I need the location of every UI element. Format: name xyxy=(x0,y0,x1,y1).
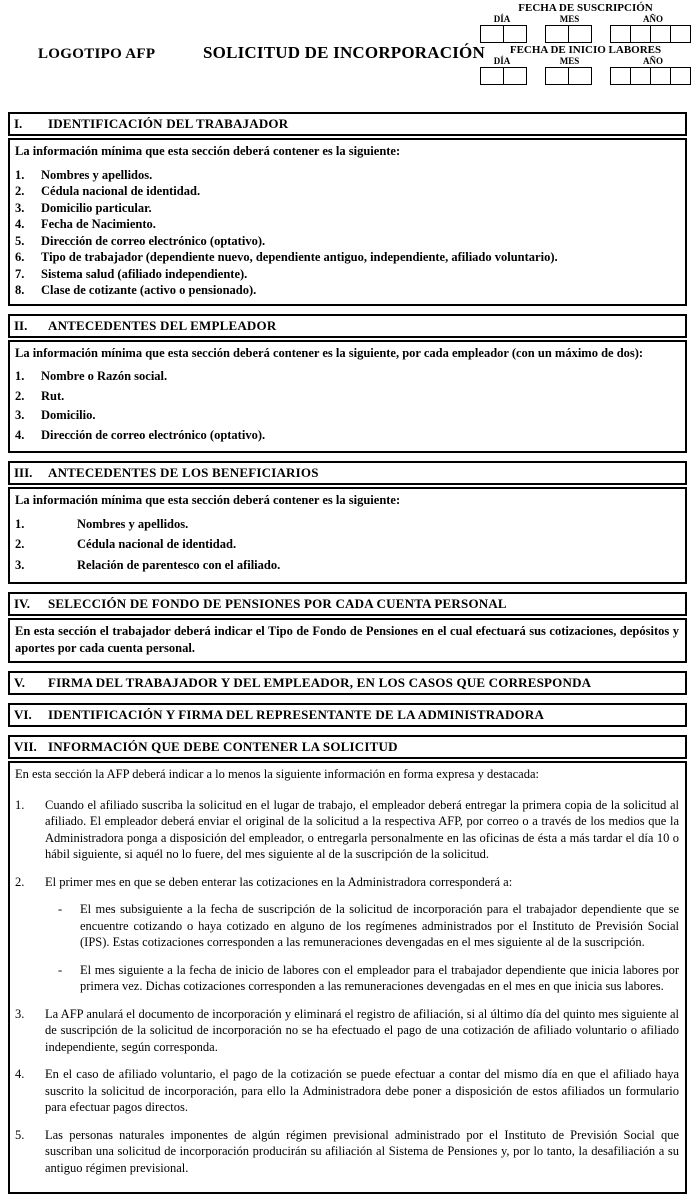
section-header xyxy=(8,592,687,616)
item-text: Cuando el afiliado suscriba la solicitud en el lugar de trabajo, el empleador deberá entregar la primera copia de la solicitud al afiliado. El empleador deberá enviar el original de la solicitud a la respectiva AFP, por correo o a través de los medios que la Administradora ponga a disposición del empleador, o entregarla personalmente en las oficinas de ésta a más tardar el día 10 o hábil siguiente, si aquél no lo fuere, del mes siguiente al de la suscripción de la solicitud. xyxy=(45,797,679,861)
date-field-cells xyxy=(545,25,592,43)
list-item xyxy=(15,1066,679,1116)
sub-list-item xyxy=(45,962,679,995)
item-text: Dirección de correo electrónico (optativo). xyxy=(41,233,266,248)
item-marker: 8. xyxy=(15,283,25,297)
date-field-label: MES xyxy=(559,14,580,24)
list-item xyxy=(15,516,679,533)
section-number: VI. xyxy=(14,707,32,722)
date-field-label-group xyxy=(548,56,592,66)
date-cell[interactable] xyxy=(568,67,592,85)
item-text: Fecha de Nacimiento. xyxy=(41,217,156,231)
sub-item-text: El mes subsiguiente a la fecha de suscripción de la solicitud de incorporación para el trabajador dependiente que se encuentre cotizando o haya cotizado en alguno de los regímenes administrados por el Instituto de Previsión Social (IPS). Estas cotizaciones corresponden a las remuneraciones devengadas en el mes siguiente al de la suscripción. xyxy=(80,902,679,949)
list-item xyxy=(15,427,679,444)
sub-item-text: El mes siguiente a la fecha de inicio de labores con el empleador para el trabajador dependiente que inicia labores por primera vez. Dichas cotizaciones corresponden a las remuneraciones devengadas en el mes en que inicia sus labores. xyxy=(80,962,679,993)
list-item xyxy=(15,368,679,385)
list-item xyxy=(15,200,679,217)
section-number: VII. xyxy=(14,739,37,754)
item-marker: 4. xyxy=(15,1067,25,1081)
date-cell[interactable] xyxy=(670,67,691,85)
date-field-label: AÑO xyxy=(643,56,663,66)
date-field-label: DÍA xyxy=(493,56,511,66)
item-marker: 2. xyxy=(15,388,25,403)
date-cell[interactable] xyxy=(630,25,651,43)
section-title: INFORMACIÓN QUE DEBE CONTENER LA SOLICITUD xyxy=(48,739,398,754)
section-title: IDENTIFICACIÓN DEL TRABAJADOR xyxy=(48,116,289,131)
section-header xyxy=(8,112,687,136)
list-item xyxy=(15,797,679,863)
section-intro: La información mínima que esta sección deberá contener es la siguiente, por cada empleador (con un máximo de dos): xyxy=(15,345,644,360)
date-cell[interactable] xyxy=(503,25,527,43)
item-marker: 3. xyxy=(15,200,25,215)
item-marker: 2. xyxy=(15,537,25,551)
date-field-cells xyxy=(610,25,691,43)
item-text: El primer mes en que se deben enterar las cotizaciones en la Administradora corresponderá a: xyxy=(45,874,513,889)
list-item xyxy=(15,1127,679,1177)
section-VII xyxy=(8,735,687,1194)
section-II xyxy=(8,314,687,454)
list-item xyxy=(15,874,679,891)
item-marker: 6. xyxy=(15,250,25,264)
item-marker: 7. xyxy=(15,266,25,281)
date-block xyxy=(480,44,691,85)
section-III xyxy=(8,461,687,584)
item-text: Rut. xyxy=(41,388,65,403)
section-V xyxy=(8,671,687,695)
section-title: IDENTIFICACIÓN Y FIRMA DEL REPRESENTANTE DE LA ADMINISTRADORA xyxy=(48,707,545,722)
item-text: Domicilio particular. xyxy=(41,200,152,215)
item-text: Domicilio. xyxy=(41,408,96,422)
date-field-cells xyxy=(480,25,527,43)
list-item xyxy=(15,183,679,200)
date-cell[interactable] xyxy=(610,25,631,43)
item-text: Las personas naturales imponentes de algún régimen previsional administrado por el Instituto de Previsión Social que suscriban una solicitud de incorporación producirán su afiliación al Sistema de Pensiones y, por lo tanto, la desafiliación a su antiguo régimen previsional. xyxy=(45,1127,679,1175)
item-marker: 4. xyxy=(15,217,25,231)
date-field-cells xyxy=(480,67,527,85)
date-field-cells xyxy=(610,67,691,85)
list-item xyxy=(15,167,679,184)
list-item xyxy=(15,557,679,574)
list-item xyxy=(15,282,679,299)
date-field-label: MES xyxy=(559,56,580,66)
date-block-label: FECHA DE SUSCRIPCIÓN xyxy=(518,2,653,14)
section-IV xyxy=(8,592,687,663)
date-cell[interactable] xyxy=(545,25,569,43)
section-title: ANTECEDENTES DE LOS BENEFICIARIOS xyxy=(48,465,319,480)
list-item xyxy=(15,1006,679,1056)
list-item xyxy=(15,388,679,405)
date-field-label-group xyxy=(548,14,592,24)
date-cell[interactable] xyxy=(480,25,504,43)
list-item xyxy=(15,249,679,266)
section-intro: En esta sección la AFP deberá indicar a lo menos la siguiente información en forma expresa y destacada: xyxy=(15,767,539,781)
date-cell[interactable] xyxy=(670,25,691,43)
list-item xyxy=(15,407,679,424)
item-text: Cédula nacional de identidad. xyxy=(77,537,237,551)
item-marker: 4. xyxy=(15,427,25,442)
section-number: IV. xyxy=(14,596,31,611)
list-item xyxy=(15,233,679,250)
date-field-label: DÍA xyxy=(493,14,511,24)
item-marker: 1. xyxy=(15,369,25,383)
date-cell[interactable] xyxy=(650,67,671,85)
section-number: V. xyxy=(14,675,25,690)
date-field-label-group xyxy=(615,14,691,24)
form-header xyxy=(0,0,695,104)
date-block xyxy=(480,2,691,43)
item-text: Relación de parentesco con el afiliado. xyxy=(77,557,281,572)
date-block-label: FECHA DE INICIO LABORES xyxy=(509,44,662,56)
item-marker: 1. xyxy=(15,167,25,182)
item-marker: 3. xyxy=(15,557,25,572)
item-text: En el caso de afiliado voluntario, el pago de la cotización se puede efectuar a contar del mismo día en que el afiliado haya suscrito la solicitud de incorporación, para ello la Administradora debe poner a disposición de estos afiliados un formulario para efectuar pagos directos. xyxy=(45,1067,679,1114)
item-marker: 1. xyxy=(15,797,25,812)
date-field-label: AÑO xyxy=(643,14,663,24)
section-header xyxy=(8,671,687,695)
section-header xyxy=(8,314,687,338)
document-title: SOLICITUD DE INCORPORACIÓN xyxy=(203,43,485,62)
section-VI xyxy=(8,703,687,727)
section-title: ANTECEDENTES DEL EMPLEADOR xyxy=(48,317,277,333)
section-number: I. xyxy=(14,116,23,131)
item-marker: 5. xyxy=(15,1127,25,1142)
date-cell[interactable] xyxy=(480,67,504,85)
section-paragraph: En esta sección el trabajador deberá indicar el Tipo de Fondo de Pensiones en el cual efectuará sus cotizaciones, depósitos y aportes por cada cuenta personal. xyxy=(15,624,679,655)
date-fields-area xyxy=(480,2,691,86)
section-header xyxy=(8,461,687,485)
item-text: Clase de cotizante (activo o pensionado). xyxy=(41,283,257,297)
item-marker: 1. xyxy=(15,516,25,531)
sub-list-item xyxy=(45,901,679,951)
date-field-cells-row xyxy=(480,25,691,43)
item-text: Dirección de correo electrónico (optativo). xyxy=(41,427,266,442)
list-item xyxy=(15,216,679,233)
item-text: Nombres y apellidos. xyxy=(41,167,153,182)
list-item xyxy=(15,536,679,553)
sub-item-marker: - xyxy=(58,902,63,916)
date-field-labels-row xyxy=(480,14,691,24)
section-title: SELECCIÓN DE FONDO DE PENSIONES POR CADA CUENTA PERSONAL xyxy=(48,596,507,611)
section-I xyxy=(8,112,687,306)
section-intro: La información mínima que esta sección deberá contener es la siguiente: xyxy=(15,493,401,507)
item-text: Cédula nacional de identidad. xyxy=(41,184,201,198)
item-marker: 3. xyxy=(15,408,25,422)
item-text: Nombre o Razón social. xyxy=(41,369,168,383)
section-body xyxy=(8,487,687,584)
date-field-label-group xyxy=(480,56,524,66)
item-marker: 2. xyxy=(15,874,25,889)
item-marker: 2. xyxy=(15,184,25,198)
date-cell[interactable] xyxy=(630,67,651,85)
date-field-label-group xyxy=(480,14,524,24)
item-text: La AFP anulará el documento de incorporación y eliminará el registro de afiliación, si al último día del quinto mes siguiente al de suscripción de la solicitud de incorporación no se ha efectuado el pago de una cotización de afiliado voluntario o afiliado independiente, según corresponda. xyxy=(45,1006,679,1054)
section-header xyxy=(8,703,687,727)
date-cell[interactable] xyxy=(503,67,527,85)
list-item xyxy=(15,266,679,283)
date-cell[interactable] xyxy=(610,67,631,85)
sections-container xyxy=(0,112,695,1194)
section-number: II. xyxy=(14,317,28,333)
section-body xyxy=(8,138,687,306)
section-header xyxy=(8,735,687,759)
section-intro: La información mínima que esta sección deberá contener es la siguiente: xyxy=(15,144,401,158)
item-text: Tipo de trabajador (dependiente nuevo, dependiente antiguo, independiente, afiliado voluntario). xyxy=(41,250,558,264)
item-marker: 3. xyxy=(15,1006,25,1021)
item-text: Nombres y apellidos. xyxy=(77,516,189,531)
date-cell[interactable] xyxy=(650,25,671,43)
date-cell[interactable] xyxy=(545,67,569,85)
item-text: Sistema salud (afiliado independiente). xyxy=(41,266,248,281)
date-field-cells xyxy=(545,67,592,85)
section-body xyxy=(8,761,687,1194)
item-marker: 5. xyxy=(15,233,25,248)
date-field-label-group xyxy=(615,56,691,66)
section-body xyxy=(8,340,687,454)
date-cell[interactable] xyxy=(568,25,592,43)
sub-item-marker: - xyxy=(58,962,63,977)
section-body xyxy=(8,618,687,663)
date-field-labels-row xyxy=(480,56,691,66)
section-number: III. xyxy=(14,465,33,480)
date-field-cells-row xyxy=(480,67,691,85)
section-title: FIRMA DEL TRABAJADOR Y DEL EMPLEADOR, EN LOS CASOS QUE CORRESPONDA xyxy=(48,675,592,690)
afp-logo-placeholder: LOGOTIPO AFP xyxy=(38,46,156,62)
